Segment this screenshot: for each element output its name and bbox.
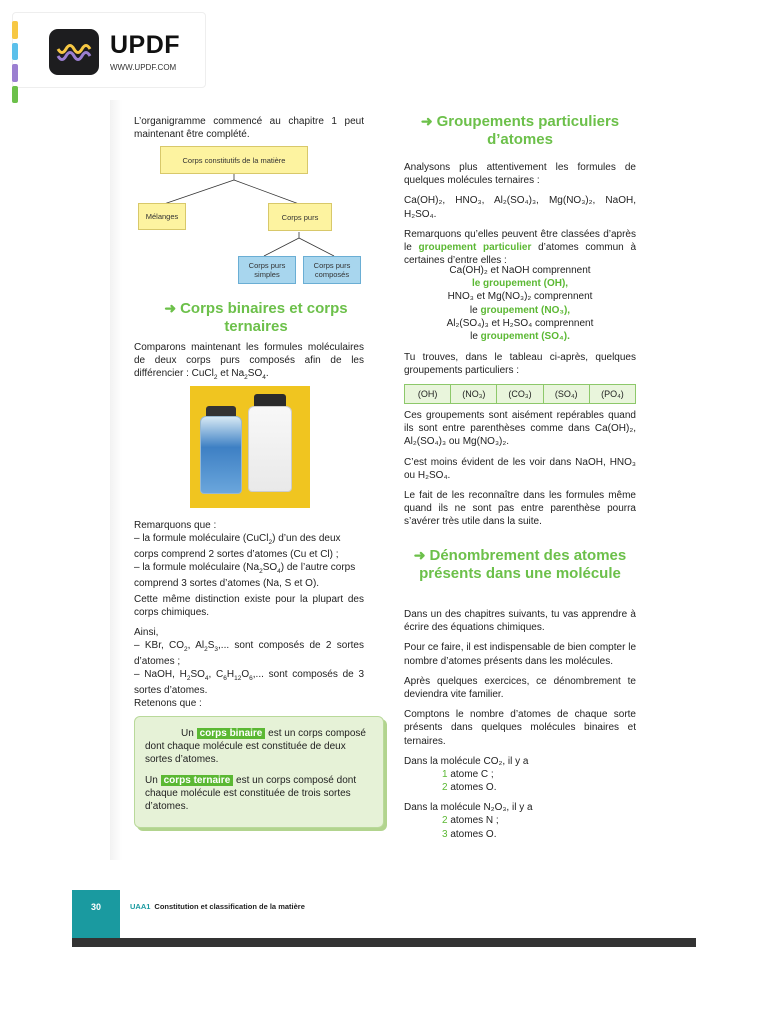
ex2-b: SO bbox=[190, 668, 205, 680]
count-number: 2 bbox=[442, 815, 448, 827]
ex2-e: O bbox=[241, 668, 250, 680]
co2-line-2 bbox=[404, 781, 636, 794]
remarquons-highlight: groupement particulier bbox=[418, 241, 532, 253]
moins-paragraph: C’est moins évident de les voir dans NaOH, HNO₃ ou H₂SO₄. bbox=[404, 456, 636, 481]
group-cell: (OH) bbox=[405, 385, 451, 403]
organigram-intro: L’organigramme commencé au chapitre 1 peut maintenant être complété. bbox=[134, 116, 364, 141]
example-ternary: – NaOH, $H_2SO_4$, $C_6H_{12}O_6$,... sont composés de 3 sortes d’atomes. bbox=[134, 668, 365, 696]
ex1-b: , Al bbox=[187, 640, 205, 652]
heading-text: Dénombrement des atomes présents dans une molécule bbox=[419, 547, 627, 582]
definition-box bbox=[134, 716, 384, 828]
group3-line-a: Al₂(SO₄)₃ et H₂SO₄ comprennent bbox=[446, 317, 594, 329]
group3-highlight: groupement (SO₄). bbox=[480, 330, 570, 342]
group2-line-b bbox=[404, 304, 636, 317]
ex2-c: , C bbox=[208, 668, 224, 680]
updf-logo-icon bbox=[49, 29, 99, 75]
org-node-compound: Corps purs composés bbox=[303, 256, 361, 284]
page-number: 30 bbox=[72, 890, 120, 940]
remark-item-1: – la formule moléculaire (CuCl$_2$) d’un des deux corps comprend 2 sortes d’atomes (Cu et Cl) ; bbox=[134, 533, 341, 560]
reperables-paragraph: Ces groupements sont aisément repérables quand ils sont entre parenthèses comme dans Ca(OH)₂, Al₂(SO₄)₃ ou Mg(NO₃)₂. bbox=[404, 410, 636, 448]
def2-un: Un bbox=[145, 775, 161, 786]
definition-binary bbox=[145, 727, 373, 766]
retenons-label: Retenons que : bbox=[134, 698, 202, 709]
example-binary: – KBr, $CO_2$, $Al_2S_3$,... sont composés de 2 sortes d’atomes ; bbox=[134, 640, 364, 667]
count-number: 2 bbox=[442, 782, 448, 794]
remark-item-2: – la formule moléculaire $(Na_2SO_4)$ de l’autre corps comprend 3 sortes d’atomes (Na, S et O). bbox=[134, 561, 356, 589]
remark1-a: – la formule moléculaire (CuCl bbox=[134, 533, 269, 545]
watermark-url: WWW.UPDF.COM bbox=[110, 63, 177, 72]
count-number: 1 bbox=[442, 768, 448, 780]
updf-watermark bbox=[12, 12, 206, 88]
group3-pre: le bbox=[470, 330, 481, 342]
n2o3-intro: Dans la molécule N₂O₃, il y a bbox=[404, 802, 533, 814]
remarquons-a: Remarquons qu’elles peuvent être classées d’après le bbox=[404, 228, 636, 253]
tu-trouves-paragraph: Tu trouves, dans le tableau ci-après, quelques groupements particuliers : bbox=[404, 352, 636, 377]
le-fait-paragraph: Le fait de les reconnaître dans les formules même quand ils ne sont pas entre parenthèse pourra s’avérer très utile dans la suite. bbox=[404, 489, 636, 528]
count-text: atome C ; bbox=[447, 768, 494, 780]
group3-line-b bbox=[404, 330, 636, 343]
heading-groupements bbox=[402, 113, 638, 148]
compare-paragraph: Comparons maintenant les formules moléculaires de deux corps purs composés afin de les différencier : CuCl$_2$ et $Na_2SO_4$. bbox=[134, 342, 364, 382]
remarquons-paragraph bbox=[404, 228, 636, 268]
group2-pre: le bbox=[469, 304, 481, 316]
count-text: atomes O. bbox=[447, 828, 497, 840]
group1-line-a: Ca(OH)₂ et NaOH comprennent bbox=[449, 265, 591, 276]
p3-paragraph: Après quelques exercices, ce dénombrement te deviendra vite familier. bbox=[404, 675, 636, 700]
remark2-b: SO bbox=[262, 561, 278, 573]
examples-block bbox=[134, 626, 364, 697]
def1-un: Un bbox=[181, 728, 197, 739]
count-text: atomes O. bbox=[447, 782, 497, 794]
def1-text: est un corps composé dont chaque molécule est constituée de deux sortes d’atomes. bbox=[145, 728, 366, 765]
compare-tail-3: . bbox=[265, 368, 269, 380]
group-cell: (PO₄) bbox=[601, 389, 624, 399]
analysons-paragraph: Analysons plus attentivement les formules de quelques molécules ternaires : bbox=[404, 162, 636, 187]
bottles-photo bbox=[190, 386, 310, 508]
remark2-c: ) de l’autre corps comprend 3 sortes d’atomes (Na, S et O). bbox=[134, 561, 356, 589]
ex1-a: – KBr, CO bbox=[134, 640, 185, 652]
group-cell: (SO₄) bbox=[544, 385, 590, 403]
group-cell: (NO₃) bbox=[451, 385, 497, 403]
ex1-d: ,... sont composés de 2 sortes d’atomes ; bbox=[134, 640, 364, 667]
count-text: atomes N ; bbox=[447, 815, 499, 827]
remark1-b: ) d’un des deux corps comprend 2 sortes d’atomes (Cu et Cl) ; bbox=[134, 533, 341, 560]
groups-table bbox=[404, 384, 636, 404]
right-block-1 bbox=[404, 161, 636, 274]
groups-examples bbox=[404, 264, 636, 343]
ex2-d: H bbox=[226, 668, 235, 680]
compare-tail-1: et Na bbox=[217, 368, 245, 380]
p4-paragraph: Comptons le nombre d’atomes de chaque sorte présents dans quelques molécules binaires et ternaires. bbox=[404, 709, 636, 747]
heading-text: Corps binaires et corps ternaires bbox=[180, 300, 348, 335]
tag-ternary: corps ternaire bbox=[161, 775, 234, 786]
remark-title: Remarquons que : bbox=[134, 520, 217, 531]
p2-paragraph: Pour ce faire, il est indispensable de bien compter le nombre d’atomes présents dans les molécules. bbox=[404, 642, 636, 667]
heading-denombrement bbox=[404, 547, 636, 582]
arrow-icon: ➜ bbox=[413, 547, 426, 563]
heading-binary-ternary bbox=[140, 300, 372, 335]
group2-highlight: groupement (NO₃), bbox=[480, 304, 571, 316]
def2-text: est un corps composé dont chaque molécule est constituée de trois sortes d’atomes. bbox=[145, 775, 357, 812]
footer-bar bbox=[72, 938, 696, 947]
footer-title bbox=[130, 902, 305, 911]
footer-chapter: Constitution et classification de la matière bbox=[154, 902, 305, 911]
ex2-a: – NaOH, H bbox=[134, 668, 187, 680]
org-node-pure: Corps purs bbox=[268, 203, 332, 231]
p1-paragraph: Dans un des chapitres suivants, tu vas apprendre à écrire des équations chimiques. bbox=[404, 609, 636, 634]
ainsi-label: Ainsi, bbox=[134, 627, 159, 638]
count-number: 3 bbox=[442, 828, 448, 840]
org-node-simple: Corps purs simples bbox=[238, 256, 296, 284]
definition-ternary bbox=[145, 774, 373, 813]
remarks-block bbox=[134, 519, 366, 590]
co2-line-1 bbox=[404, 768, 636, 781]
distinction-paragraph: Cette même distinction existe pour la plupart des corps chimiques. bbox=[134, 594, 364, 619]
compare-tail-2: SO bbox=[247, 368, 263, 380]
co2-intro: Dans la molécule CO₂, il y a bbox=[404, 755, 529, 767]
compare-text: Comparons maintenant les formules moléculaires de deux corps purs composés afin de les différencier : CuCl bbox=[134, 342, 364, 380]
formulas-line: Ca(OH)₂, HNO₃, Al₂(SO₄)₃, Mg(NO₃)₂, NaOH, H₂SO₄. bbox=[404, 195, 636, 220]
n2o3-line-1 bbox=[404, 814, 636, 827]
tag-binary: corps binaire bbox=[197, 728, 266, 739]
org-node-mixtures: Mélanges bbox=[138, 203, 186, 230]
remarquons-b: d’atomes commun à certaines d’entre elles : bbox=[404, 241, 637, 267]
watermark-brand: UPDF bbox=[110, 31, 181, 59]
watermark-color-bars bbox=[12, 21, 18, 103]
ex2-f: ,... sont composés de 3 sortes d’atomes. bbox=[134, 668, 365, 696]
footer-uaa: UAA1 bbox=[130, 902, 151, 911]
org-node-root: Corps constitutifs de la matière bbox=[160, 146, 308, 174]
page-edge-shadow bbox=[110, 100, 122, 860]
arrow-icon: ➜ bbox=[420, 113, 433, 129]
heading-text: Groupements particuliers d’atomes bbox=[436, 113, 620, 148]
remark2-a: – la formule moléculaire (Na bbox=[134, 561, 260, 573]
right-block-3 bbox=[404, 608, 636, 841]
group-cell: (CO₃) bbox=[497, 385, 543, 403]
arrow-icon: ➜ bbox=[164, 300, 177, 316]
group2-line-a: HNO₃ et Mg(NO₃)₂ comprennent bbox=[447, 291, 593, 303]
group1-line-b: le groupement (OH), bbox=[471, 278, 569, 290]
n2o3-line-2 bbox=[404, 828, 636, 841]
right-block-2 bbox=[404, 409, 636, 536]
ex1-c: S bbox=[207, 640, 215, 652]
